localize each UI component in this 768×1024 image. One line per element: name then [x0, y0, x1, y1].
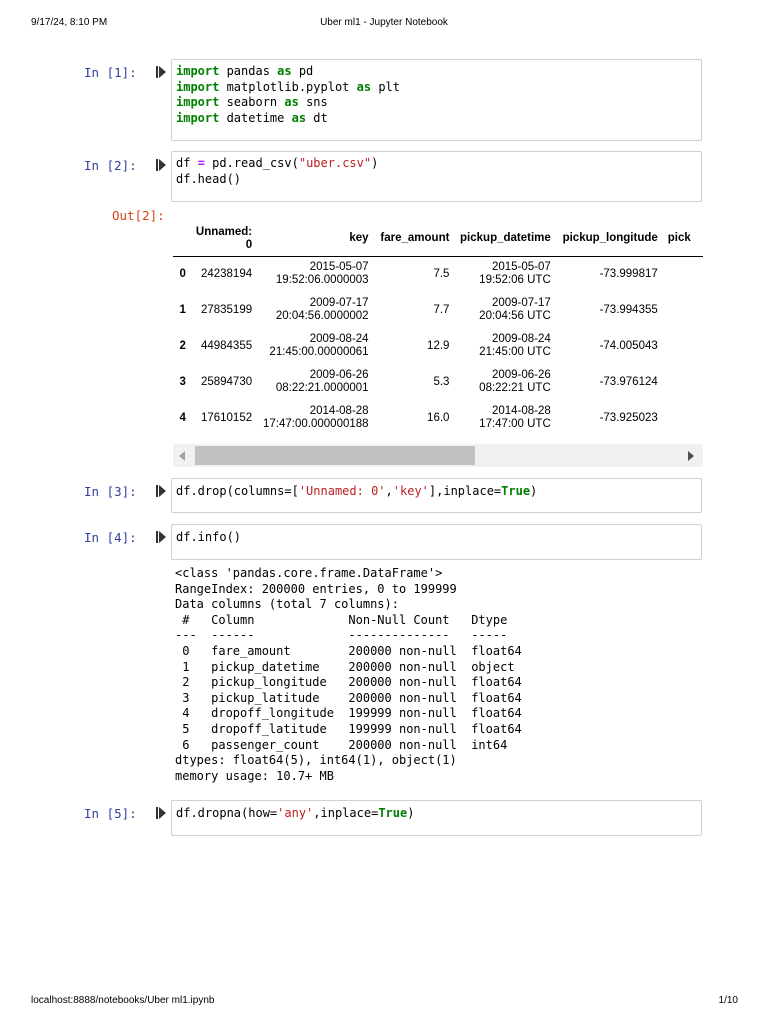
- table-cell: 17610152: [191, 400, 257, 436]
- output-line: # Column Non-Null Count Dtype: [175, 612, 522, 627]
- info-output: [175, 566, 522, 784]
- table-cell: 16.0: [374, 400, 455, 436]
- table-cell: [663, 364, 703, 400]
- table-cell: 2015-05-07 19:52:06.0000003: [257, 256, 373, 292]
- print-url: localhost:8888/notebooks/Uber ml1.ipynb: [31, 995, 215, 1006]
- index-header: [173, 222, 191, 256]
- row-index: 1: [179, 303, 186, 316]
- table-cell: 2009-08-24 21:45:00.00000061: [257, 328, 373, 364]
- input-prompt: In [1]:: [84, 65, 137, 80]
- code-line: df.head(): [176, 171, 242, 186]
- code-cell-1: [84, 59, 704, 141]
- table-cell: 2009-07-17 20:04:56 UTC: [479, 297, 551, 322]
- table-cell: -73.976124: [599, 375, 658, 388]
- table-cell: 44984355: [191, 328, 257, 364]
- output-line: 5 dropoff_latitude 199999 non-null float64: [175, 721, 522, 736]
- table-header-row: [173, 222, 703, 256]
- dataframe-output: [173, 222, 703, 468]
- scroll-left-icon[interactable]: [179, 451, 185, 461]
- table-cell: 2014-08-28 17:47:00 UTC: [454, 400, 555, 436]
- table-cell: -73.999817: [556, 256, 663, 292]
- row-index: 2: [173, 328, 191, 364]
- table-cell: 2009-07-17 20:04:56.0000002: [275, 297, 369, 322]
- table-cell: -73.925023: [556, 400, 663, 436]
- code-line: df.drop(columns=['Unnamed: 0','key'],inplace=True): [176, 484, 538, 498]
- input-prompt: In [3]:: [84, 484, 137, 499]
- page-number: 1/10: [718, 995, 738, 1006]
- output-line: 3 pickup_latitude 200000 non-null float64: [175, 690, 522, 705]
- code-line: import seaborn as sns: [176, 95, 328, 109]
- horizontal-scrollbar[interactable]: [173, 444, 703, 467]
- run-cell-icon[interactable]: [156, 66, 166, 78]
- output-line: Data columns (total 7 columns):: [175, 597, 399, 612]
- row-index: 4: [173, 400, 191, 436]
- output-line: 6 passenger_count 200000 non-null int64: [175, 737, 522, 752]
- code-input[interactable]: [171, 524, 702, 560]
- table-cell: 12.9: [374, 328, 455, 364]
- run-cell-icon[interactable]: [156, 485, 166, 497]
- scrollbar-thumb[interactable]: [195, 446, 475, 465]
- output-line: 2 pickup_longitude 200000 non-null float64: [175, 675, 522, 690]
- table-cell: [663, 400, 703, 436]
- code-cell-5: [84, 800, 704, 836]
- code-input[interactable]: [171, 151, 702, 202]
- output-line: 4 dropoff_longitude 199999 non-null float64: [175, 706, 522, 721]
- output-line: <class 'pandas.core.frame.DataFrame'>: [175, 566, 443, 580]
- print-title: Uber ml1 - Jupyter Notebook: [320, 17, 448, 28]
- scroll-right-icon[interactable]: [688, 451, 694, 461]
- table-cell: [663, 256, 703, 292]
- table-row: [173, 292, 703, 328]
- column-header: pickup_longitude: [556, 222, 663, 256]
- table-row: [173, 256, 703, 292]
- column-header: pickup_datetime: [454, 222, 555, 256]
- output-line: --- ------ -------------- -----: [175, 628, 522, 643]
- table-cell: 24238194: [191, 256, 257, 292]
- code-line: df.info(): [176, 530, 242, 544]
- row-index: 0: [173, 256, 191, 292]
- table-cell: [663, 328, 703, 364]
- run-cell-icon[interactable]: [156, 531, 166, 543]
- input-prompt: In [4]:: [84, 530, 137, 545]
- input-prompt: In [2]:: [84, 158, 137, 173]
- code-line: import matplotlib.pyplot as plt: [176, 79, 400, 94]
- print-datetime: 9/17/24, 8:10 PM: [31, 17, 108, 28]
- code-line: import datetime as dt: [176, 110, 328, 125]
- code-input[interactable]: [171, 59, 702, 141]
- output-prompt: Out[2]:: [112, 208, 165, 223]
- table-cell: -73.994355: [599, 303, 658, 316]
- table-cell: 2009-06-26 08:22:21 UTC: [479, 369, 551, 394]
- code-line: import pandas as pd: [176, 64, 314, 78]
- output-line: RangeIndex: 200000 entries, 0 to 199999: [175, 581, 457, 596]
- table-cell: 2015-05-07 19:52:06 UTC: [454, 256, 555, 292]
- table-cell: 27835199: [200, 303, 253, 316]
- table-row: [173, 400, 703, 436]
- run-cell-icon[interactable]: [156, 807, 166, 819]
- table-cell: [663, 292, 703, 328]
- table-cell: 2014-08-28 17:47:00.000000188: [257, 400, 373, 436]
- column-header: key: [257, 222, 373, 256]
- input-prompt: In [5]:: [84, 806, 137, 821]
- table-cell: -74.005043: [556, 328, 663, 364]
- output-line: 0 fare_amount 200000 non-null float64: [175, 643, 522, 658]
- table-cell: 2009-08-24 21:45:00 UTC: [454, 328, 555, 364]
- code-line: df = pd.read_csv("uber.csv"): [176, 156, 379, 170]
- table-cell: 7.5: [374, 256, 455, 292]
- code-cell-4: [84, 524, 704, 560]
- run-cell-icon[interactable]: [156, 159, 166, 171]
- table-cell: 5.3: [433, 375, 450, 388]
- column-header: pick: [663, 222, 703, 256]
- output-line: 1 pickup_datetime 200000 non-null object: [175, 659, 522, 674]
- code-cell-3: [84, 478, 704, 513]
- code-input[interactable]: [171, 800, 702, 836]
- table-cell: 7.7: [433, 303, 450, 316]
- code-input[interactable]: [171, 478, 702, 513]
- table-cell: 25894730: [200, 375, 253, 388]
- dataframe-table: [173, 222, 703, 436]
- code-line: df.dropna(how='any',inplace=True): [176, 806, 415, 820]
- table-cell: 2009-06-26 08:22:21.0000001: [275, 369, 369, 394]
- column-header: fare_amount: [374, 222, 455, 256]
- table-row: [173, 328, 703, 364]
- output-line: memory usage: 10.7+ MB: [175, 768, 334, 783]
- output-line: dtypes: float64(5), int64(1), object(1): [175, 753, 457, 768]
- column-header: Unnamed: 0: [191, 222, 257, 256]
- table-row: [173, 364, 703, 400]
- print-header: [0, 17, 768, 31]
- row-index: 3: [179, 375, 186, 388]
